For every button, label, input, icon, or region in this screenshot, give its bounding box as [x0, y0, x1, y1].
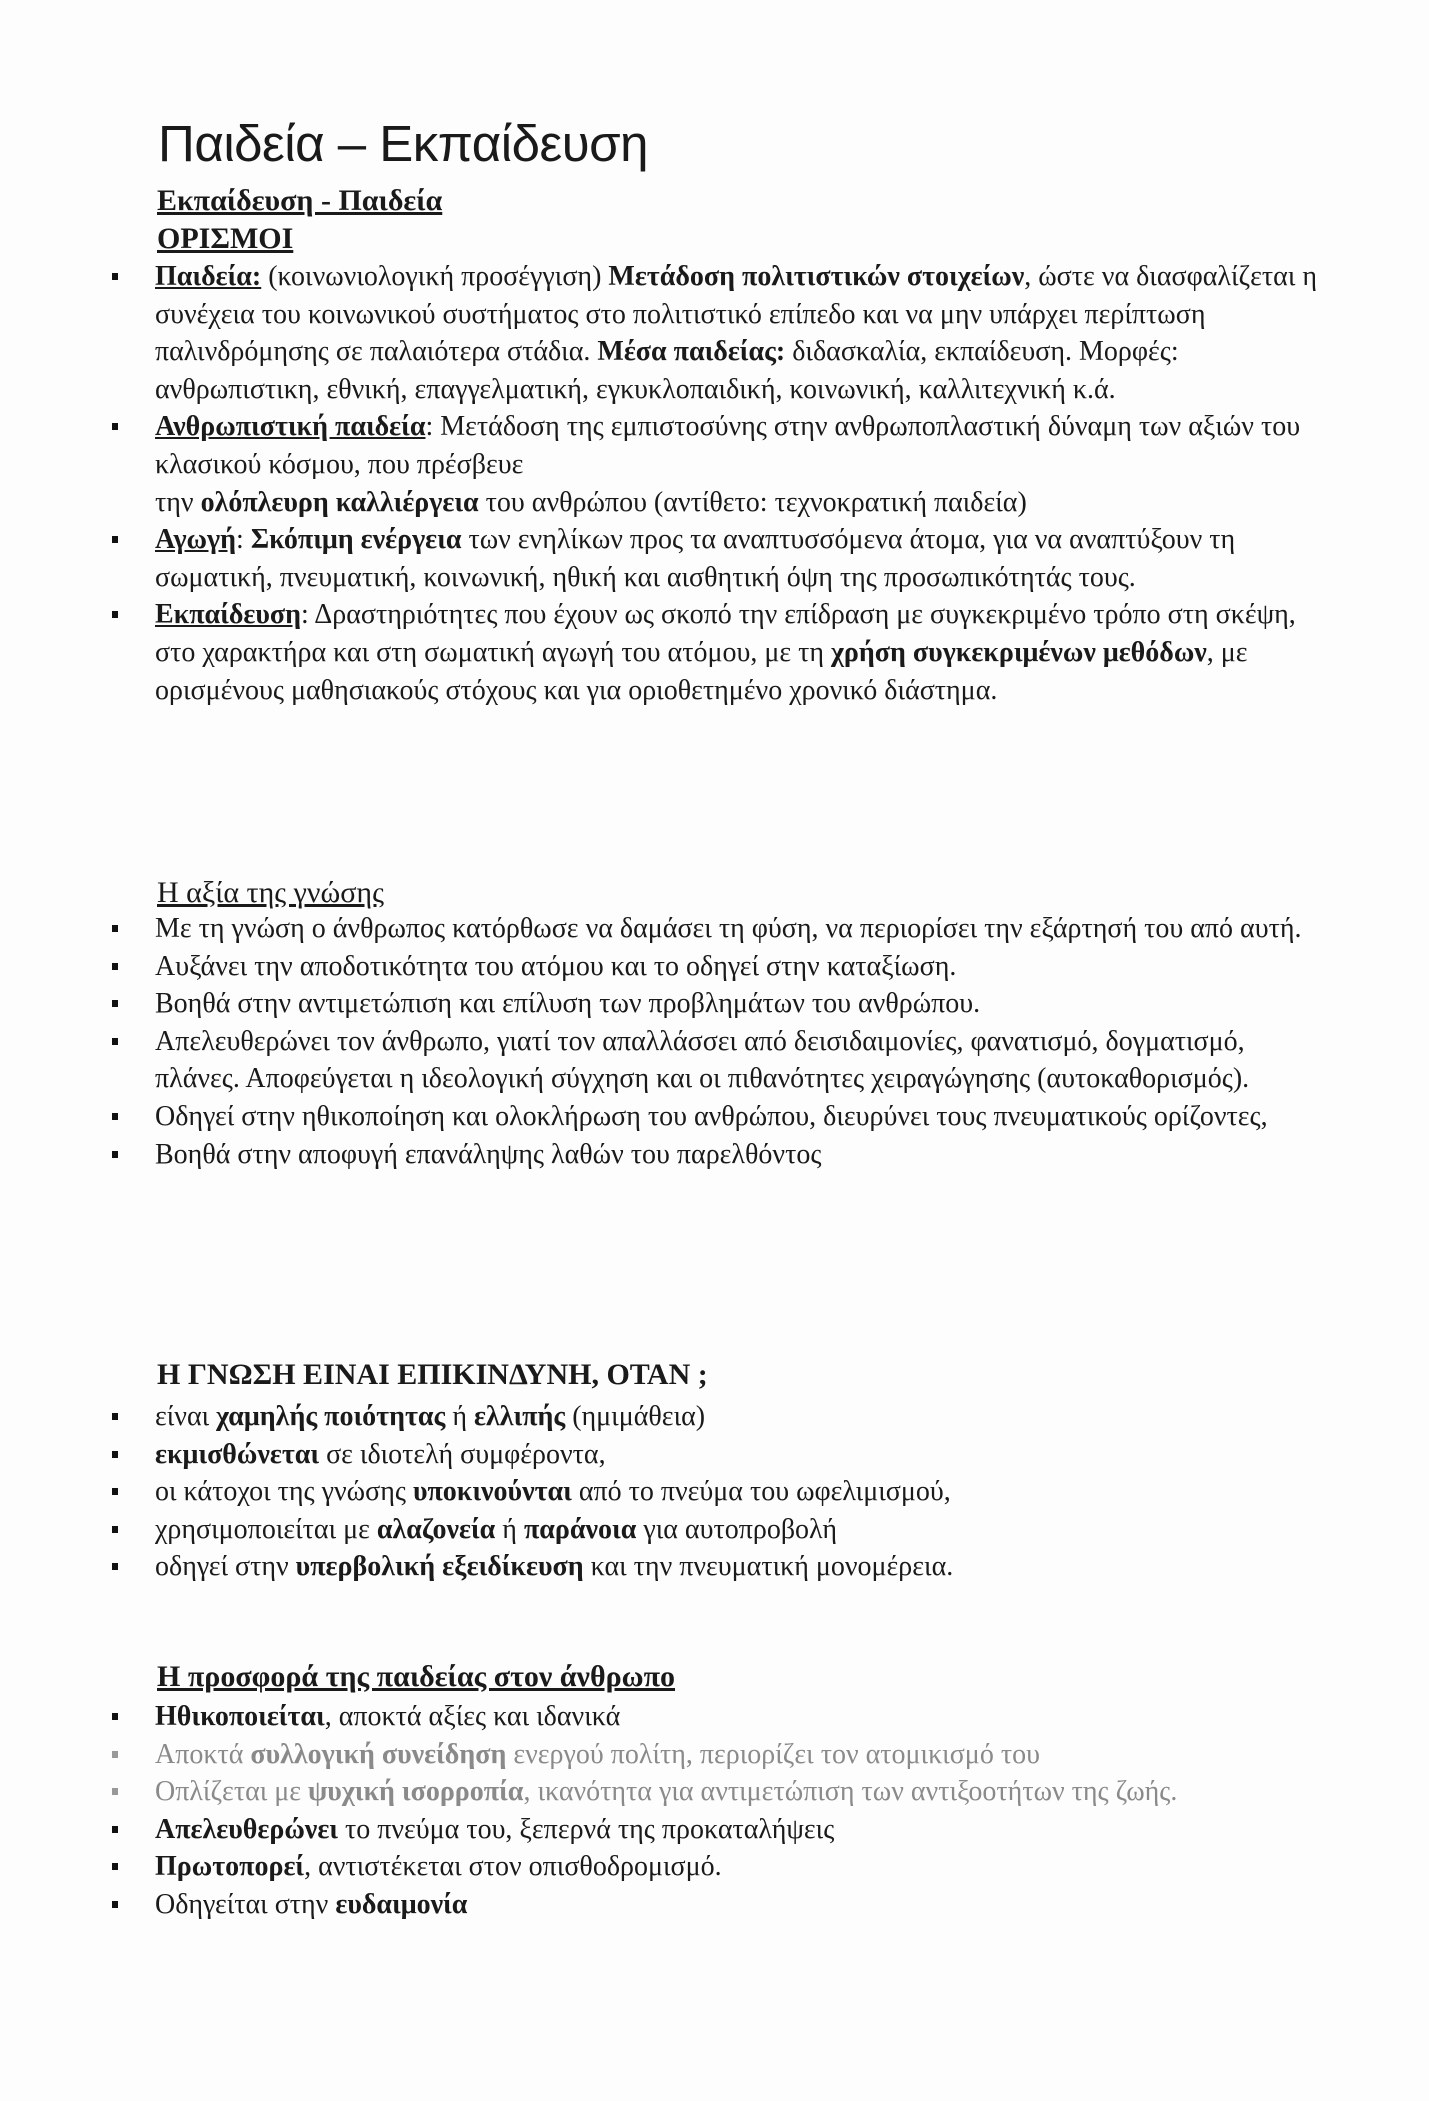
bullet-icon — [112, 1563, 118, 1570]
list-item-text: Απελευθερώνει τον άνθρωπο, γιατί τον απαλλάσσει από δεισιδαιμονίες, φανατισμό, δογματισμό, πλάνες. Αποφεύγεται η ιδεολογική σύγχηση και οι πιθανότητες χειραγώγησης (αυτοκαθορισμός). — [155, 1025, 1250, 1095]
bullet-icon — [112, 1788, 118, 1795]
list-item — [0, 1736, 1429, 1774]
list-item — [0, 1436, 1429, 1474]
list-item — [0, 1773, 1429, 1811]
list-item-text: από το πνεύμα του ωφελιμισμού, — [571, 1476, 951, 1508]
list-item-text: ή — [495, 1513, 524, 1545]
list-item-text: Οδηγεί στην ηθικοποίηση και ολοκλήρωση του ανθρώπου, διευρύνει τους πνευματικούς ορίζοντες, — [155, 1100, 1268, 1132]
definition-bold: Σκόπιμη ενέργεια — [250, 524, 462, 556]
bullet-icon — [112, 1451, 118, 1458]
list-item — [0, 1698, 1429, 1736]
list-item-text: και την πνευματική μονομέρεια. — [583, 1551, 954, 1583]
list-item-text: Βοηθά στην αντιμετώπιση και επίλυση των προβλημάτων του ανθρώπου. — [155, 988, 981, 1020]
list-item — [0, 910, 1429, 948]
definition-text: των ενηλίκων προς τα αναπτυσσόμενα άτομα, για να αναπτύξουν τη σωματική, πνευματική, κοινωνική, ηθική και αισθητική όψη της προσωπικότητάς τους. — [155, 524, 1236, 593]
definitions-heading: ΟΡΙΣΜΟΙ — [157, 222, 294, 255]
list-item-bold: συλλογική συνείδηση — [250, 1738, 507, 1770]
definition-text: την — [155, 486, 201, 518]
list-item-bold: ευδαιμονία — [335, 1888, 468, 1920]
bullet-icon — [112, 1826, 118, 1833]
list-item-text: σε ιδιοτελή συμφέροντα, — [319, 1438, 606, 1470]
definition-term: Αγωγή — [155, 524, 237, 556]
list-item-text: ή — [445, 1401, 474, 1432]
definition-text: , ώστε να διασφαλίζεται η συνέχεια του κοινωνικού συστήματος στο πολιτιστικό επίπεδο και να μην υπάρχει περίπτωση παλινδρόμησης σε παλαιότερα στάδια. — [155, 261, 1317, 368]
list-item-bold: υπερβολική εξειδίκευση — [295, 1551, 584, 1583]
list-item — [0, 1848, 1429, 1886]
bullet-icon — [112, 273, 118, 280]
list-item — [0, 1473, 1429, 1511]
list-item-text: για αυτοπροβολή — [636, 1513, 838, 1545]
list-item-bold: χαμηλής ποιότητας — [216, 1401, 446, 1432]
list-item-text: οδηγεί στην — [155, 1551, 296, 1583]
list-item-text: Οδηγείται στην — [155, 1888, 336, 1920]
definition-term: Παιδεία: — [155, 261, 262, 292]
list-item-text: Βοηθά στην αποφυγή επανάληψης λαθών του παρελθόντος — [155, 1138, 822, 1170]
list-item-text: , αποκτά αξίες και ιδανικά — [324, 1701, 621, 1732]
list-item — [0, 1398, 1429, 1436]
list-item-bold: αλαζονεία — [376, 1513, 496, 1545]
definition-text: του ανθρώπου (αντίθετο: τεχνοκρατική παιδεία) — [478, 486, 1027, 518]
list-item-bold: Πρωτοπορεί — [155, 1851, 305, 1883]
definition-bold: χρήση συγκεκριμένων μεθόδων — [830, 636, 1207, 668]
list-item — [0, 1098, 1429, 1136]
bullet-icon — [112, 1151, 118, 1158]
definition-text: , με ορισμένους μαθησιακούς στόχους και για οριοθετημένο χρονικό διάστημα. — [155, 636, 1248, 706]
bullet-icon — [112, 925, 118, 932]
bullet-icon — [112, 1488, 118, 1495]
definition-term: Εκπαίδευση — [155, 599, 302, 631]
list-item — [0, 1136, 1429, 1174]
definition-bold: ολόπλευρη καλλιέργεια — [200, 486, 479, 518]
list-item — [0, 948, 1429, 986]
list-item-text: , ικανότητα για αντιμετώπιση των αντιξοοτήτων της ζωής. — [523, 1776, 1178, 1808]
definition-text: : Μετάδοση της εμπιστοσύνης στην ανθρωποπλαστική δύναμη των αξιών του κλασικού κόσμου, που πρέσβευε — [155, 411, 1301, 480]
list-item-text: χρησιμοποιείται με — [155, 1513, 377, 1545]
danger-list — [0, 1398, 1429, 1586]
bullet-icon — [112, 536, 118, 543]
list-item-bold: υποκινούνται — [412, 1476, 572, 1508]
bullet-icon — [112, 1413, 118, 1420]
list-item — [0, 1886, 1429, 1924]
list-item-text: ενεργού πολίτη, περιορίζει τον ατομικισμό του — [506, 1738, 1040, 1770]
bullet-icon — [112, 1038, 118, 1045]
definition-bold: Μετάδοση πολιτιστικών στοιχείων — [608, 261, 1025, 292]
bullet-icon — [112, 423, 118, 430]
list-item — [0, 1548, 1429, 1586]
list-item — [0, 985, 1429, 1023]
list-item-text: οι κάτοχοι της γνώσης — [155, 1476, 413, 1508]
definition-term: Ανθρωπιστική παιδεία — [155, 411, 426, 443]
definition-bold: Μέσα παιδείας: — [597, 336, 786, 368]
list-item-bold: εκμισθώνεται — [155, 1438, 320, 1470]
bullet-icon — [112, 1000, 118, 1007]
list-item-text: Με τη γνώση ο άνθρωπος κατόρθωσε να δαμάσει τη φύση, να περιορίσει την εξάρτησή του από αυτή. — [155, 913, 1302, 944]
list-item — [0, 596, 1429, 709]
list-item-text: το πνεύμα του, ξεπερνά της προκαταλήψεις — [337, 1813, 835, 1845]
list-item-text: Αποκτά — [155, 1738, 251, 1770]
definition-text: (κοινωνιολογική προσέγγιση) — [261, 261, 609, 292]
bullet-icon — [112, 1751, 118, 1758]
bullet-icon — [112, 1901, 118, 1908]
definition-text: : — [236, 524, 251, 556]
danger-heading: Η ΓΝΩΣΗ ΕΙΝΑΙ ΕΠΙΚΙΝΔΥΝΗ, ΟΤΑΝ ; — [157, 1358, 708, 1391]
bullet-icon — [112, 1526, 118, 1533]
value-list — [0, 910, 1429, 1173]
definition-text: : Δραστηριότητες που έχουν ως σκοπό την επίδραση με συγκεκριμένο τρόπο στη σκέψη, στο χαρακτήρα και στη σωματική αγωγή του ατόμου, με τη — [155, 599, 1296, 668]
list-item-bold: παράνοια — [523, 1513, 637, 1545]
list-item — [0, 258, 1429, 408]
definition-text: διδασκαλία, εκπαίδευση. Μορφές: ανθρωπιστικη, εθνική, επαγγελματική, εγκυκλοπαιδική, κοινωνική, καλλιτεχνική κ.ά. — [155, 336, 1179, 405]
list-item-bold: ελλιπής — [473, 1401, 566, 1432]
list-item-text: Αυξάνει την αποδοτικότητα του ατόμου και το οδηγεί στην καταξίωση. — [155, 950, 957, 982]
list-item-text: Οπλίζεται με — [155, 1776, 309, 1808]
list-item — [0, 408, 1429, 521]
definitions-list — [0, 258, 1429, 709]
list-item-bold: ψυχική ισορροπία — [308, 1776, 524, 1808]
offer-list — [0, 1698, 1429, 1924]
list-item — [0, 1023, 1429, 1098]
bullet-icon — [112, 963, 118, 970]
list-item-text: , αντιστέκεται στον οπισθοδρομισμό. — [304, 1851, 722, 1883]
offer-heading: Η προσφορά της παιδείας στον άνθρωπο — [157, 1660, 676, 1693]
bullet-icon — [112, 1713, 118, 1720]
bullet-icon — [112, 611, 118, 618]
list-item — [0, 521, 1429, 596]
list-item-text: (ημιμάθεια) — [565, 1401, 706, 1432]
list-item-bold: Ηθικοποιείται — [155, 1701, 325, 1732]
bullet-icon — [112, 1113, 118, 1120]
bullet-icon — [112, 1863, 118, 1870]
list-item-bold: Απελευθερώνει — [155, 1813, 338, 1845]
list-item-text: είναι — [155, 1401, 217, 1432]
list-item — [0, 1811, 1429, 1849]
value-heading: Η αξία της γνώσης — [157, 876, 384, 909]
page-title: Παιδεία – Εκπαίδευση — [158, 115, 648, 172]
list-item — [0, 1511, 1429, 1549]
subtitle: Εκπαίδευση - Παιδεία — [157, 184, 443, 217]
